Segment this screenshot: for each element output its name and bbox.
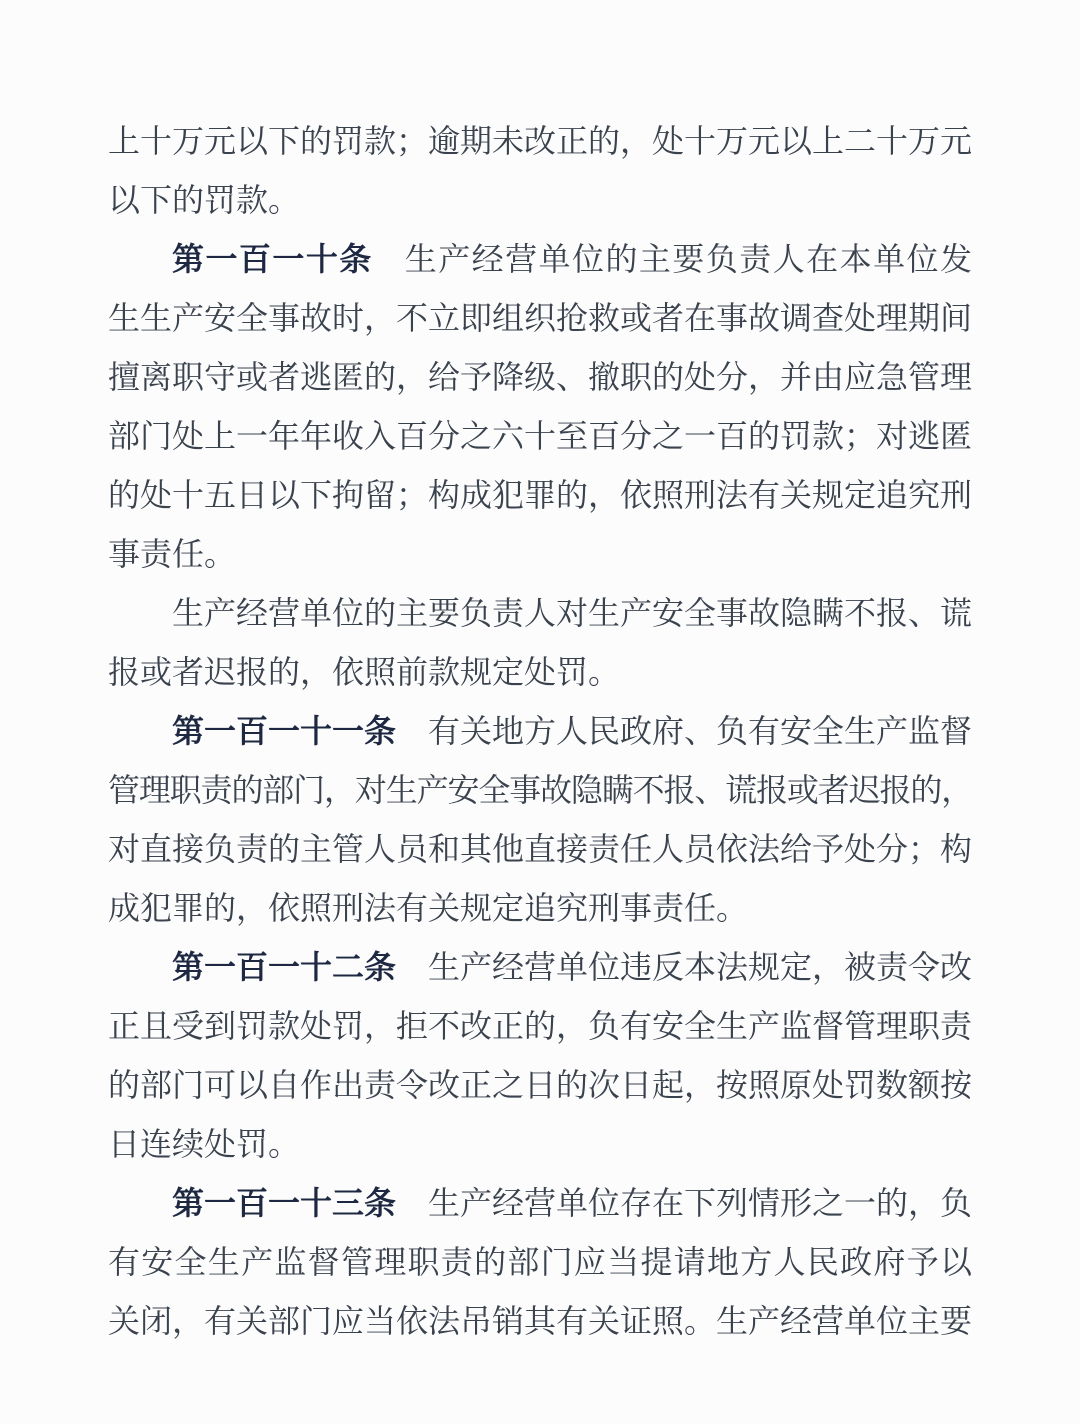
line-text: 报或者迟报的，依照前款规定处罚。: [108, 654, 621, 690]
text-line: [108, 938, 972, 997]
text-line: [108, 112, 972, 171]
text-line: [108, 702, 972, 761]
text-line: [108, 171, 972, 230]
text-line: [108, 879, 972, 938]
line-text: 生产经营单位的主要负责人在本单位发: [404, 241, 972, 277]
text-line: [108, 820, 972, 879]
text-line: [108, 1115, 972, 1174]
text-line: [108, 643, 972, 702]
line-text: 部门处上一年年收入百分之六十至百分之一百的罚款；对逃匿: [108, 418, 973, 454]
text-line: [108, 1174, 972, 1233]
line-text: 正且受到罚款处罚，拒不改正的，负有安全生产监督管理职责: [108, 1008, 973, 1044]
line-text: 关闭，有关部门应当依法吊销其有关证照。生产经营单位主要: [108, 1303, 973, 1339]
line-text: 对直接负责的主管人员和其他直接责任人员依法给予处分；构: [108, 831, 973, 867]
text-line: [108, 584, 972, 643]
text-line: [108, 761, 972, 820]
line-text: 以下的罚款。: [108, 182, 301, 218]
line-text: 擅离职守或者逃匿的，给予降级、撤职的处分，并由应急管理: [108, 359, 973, 395]
line-text: 事责任。: [108, 536, 237, 572]
line-text: 生产经营单位违反本法规定，被责令改: [428, 949, 973, 985]
line-text: 管理职责的部门，对生产安全事故隐瞒不报、谎报或者迟报的，: [108, 772, 973, 808]
text-line: [108, 348, 972, 407]
article-number: 第一百一十一条: [172, 713, 397, 749]
legal-text-block: [108, 112, 972, 1351]
text-line: [108, 525, 972, 584]
text-line: [108, 289, 972, 348]
text-line: [108, 407, 972, 466]
text-line: [108, 230, 972, 289]
line-text: 生产经营单位的主要负责人对生产安全事故隐瞒不报、谎: [172, 595, 973, 631]
line-text: 生生产安全事故时，不立即组织抢救或者在事故调查处理期间: [108, 300, 973, 336]
text-line: [108, 1056, 972, 1115]
text-line: [108, 466, 972, 525]
line-text: 有安全生产监督管理职责的部门应当提请地方人民政府予以: [108, 1244, 972, 1280]
line-text: 的部门可以自作出责令改正之日的次日起，按照原处罚数额按: [108, 1067, 973, 1103]
line-text: 的处十五日以下拘留；构成犯罪的，依照刑法有关规定追究刑: [108, 477, 973, 513]
line-text: 生产经营单位存在下列情形之一的，负: [428, 1185, 973, 1221]
line-text: 上十万元以下的罚款；逾期未改正的，处十万元以上二十万元: [108, 123, 973, 159]
line-text: 日连续处罚。: [108, 1126, 301, 1162]
text-line: [108, 1233, 972, 1292]
text-line: [108, 1292, 972, 1351]
article-number: 第一百一十二条: [172, 949, 397, 985]
text-line: [108, 997, 972, 1056]
article-number: 第一百一十三条: [172, 1185, 397, 1221]
article-number: 第一百一十条: [172, 241, 373, 277]
line-text: 有关地方人民政府、负有安全生产监督: [428, 713, 973, 749]
line-text: 成犯罪的，依照刑法有关规定追究刑事责任。: [108, 890, 749, 926]
